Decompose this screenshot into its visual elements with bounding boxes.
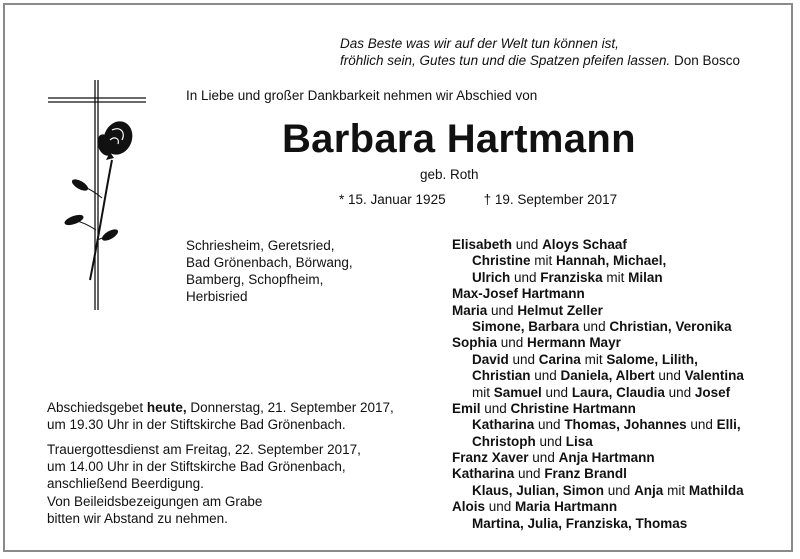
family-row: Sophia und Hermann Mayr [452, 335, 621, 351]
place-line: Herbisried [186, 289, 248, 304]
family-row: Elisabeth und Aloys Schaaf [452, 237, 627, 252]
deceased-name: Barbara Hartmann [282, 117, 636, 161]
quote-author: Don Bosco [673, 53, 741, 68]
intro-text: In Liebe und großer Dankbarkeit nehmen wir Abschied von [186, 88, 538, 103]
place-line: Bad Grönenbach, Börwang, [186, 255, 353, 270]
family-row: Emil und Christine Hartmann [452, 400, 636, 416]
today-highlight: heute, [146, 400, 187, 415]
family-row: David und Carina mit Salome, Lilith, [472, 351, 698, 367]
evening-prayer-info: Abschiedsgebet heute, Donnerstag, 21. September 2017, um 19.30 Uhr in der Stiftskirche Bad Grönenbach. [47, 400, 394, 432]
family-row: Katharina und Franz Brandl [452, 466, 627, 482]
place-line: Bamberg, Schopfheim, [186, 272, 324, 287]
family-row: Martina, Julia, Franziska, Thomas [472, 515, 688, 531]
birth-date: * 15. Januar 1925 [339, 192, 446, 207]
condolences-note: Von Beileidsbezeigungen am Grabe bitten wir Abstand zu nehmen. [47, 494, 263, 526]
quote [340, 35, 740, 69]
family-row: Alois und Maria Hartmann [452, 499, 618, 515]
family-row: mit Samuel und Laura, Claudia und Josef [472, 384, 731, 400]
family-row: Christoph und Lisa [472, 433, 593, 449]
cross-with-rose-icon [40, 80, 160, 320]
family-row: Max-Josef Hartmann [452, 286, 585, 302]
family-row: Katharina und Thomas, Johannes und Elli, [472, 417, 741, 433]
family-row: Maria und Helmut Zeller [452, 302, 603, 318]
family-row: Franz Xaver und Anja Hartmann [452, 450, 655, 466]
life-dates [339, 192, 617, 207]
death-date: † 19. September 2017 [483, 192, 618, 207]
family-row: Simone, Barbara und Christian, Veronika [472, 318, 732, 334]
family-row: Ulrich und Franziska mit Milan [472, 269, 663, 285]
family-list [452, 237, 744, 532]
funeral-info: Trauergottesdienst am Freitag, 22. September 2017, um 14.00 Uhr in der Stiftskirche Bad Grönenbach, anschließend Beerdigung. [47, 442, 361, 491]
family-row: Christian und Daniela, Albert und Valentina [472, 368, 744, 384]
quote-line-1: Das Beste was wir auf der Welt tun können ist, [340, 36, 619, 51]
family-row: Christine mit Hannah, Michael, [472, 253, 667, 269]
quote-line-2: fröhlich sein, Gutes tun und die Spatzen pfeifen lassen. Don Bosco [340, 53, 741, 68]
family-row: Klaus, Julian, Simon und Anja mit Mathilda [472, 482, 744, 498]
place-line: Schriesheim, Geretsried, [186, 238, 335, 253]
places-list [186, 237, 353, 305]
birth-name: geb. Roth [420, 167, 479, 182]
